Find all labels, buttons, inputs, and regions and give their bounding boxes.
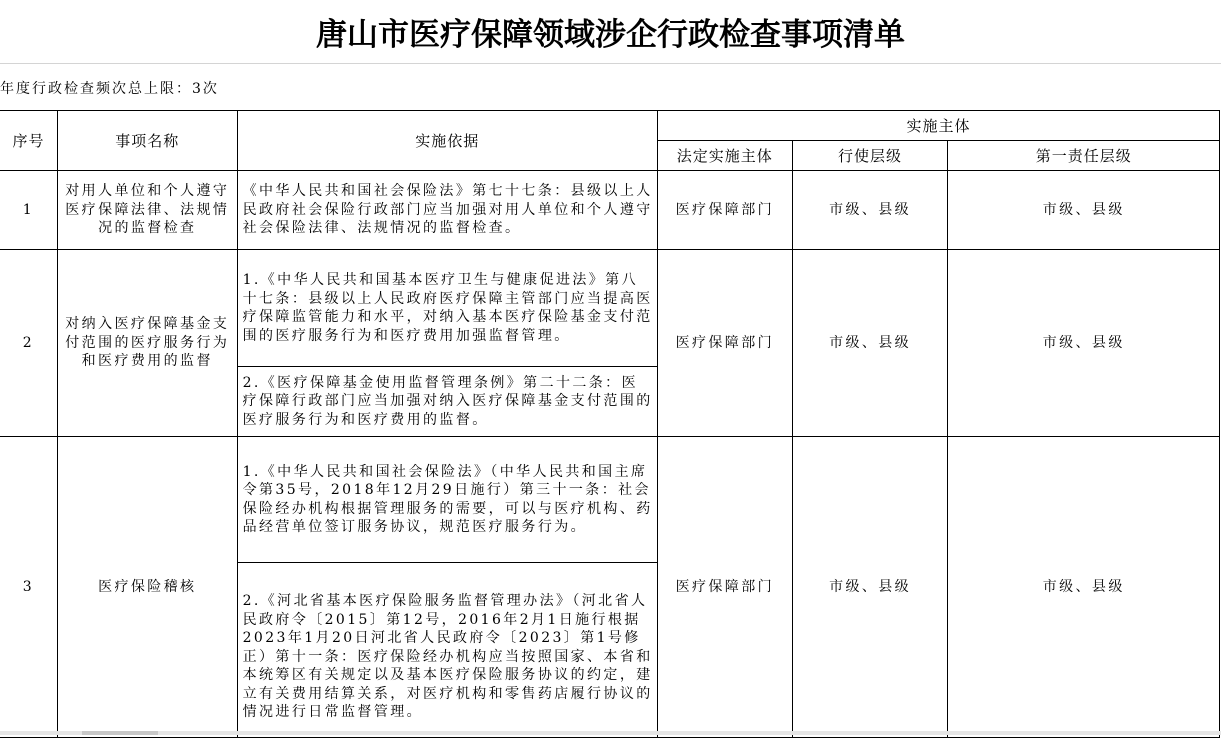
header-seq: 序号	[0, 111, 57, 171]
header-exercise-level: 行使层级	[792, 141, 948, 171]
header-first-responsible-level: 第一责任层级	[948, 141, 1220, 171]
table-row	[0, 250, 1220, 367]
header-basis: 实施依据	[237, 111, 657, 171]
annual-inspection-limit: 年度行政检查频次总上限：3次	[0, 81, 219, 97]
header-name: 事项名称	[57, 111, 237, 171]
cell-basis: 2.《河北省基本医疗保险服务监督管理办法》（河北省人民政府令〔2015〕第12号，2016年2月1日施行根据2023年1月20日河北省人民政府令〔2023〕第1号修正）第十一条：医疗保险经办机构应当按照国家、本省和本统筹区有关规定以及基本医疗保险服务协议的约定，建立有关费用结算关系，对医疗机构和零售药店履行协议的情况进行日常监督管理。	[237, 563, 657, 738]
cell-seq: 1	[0, 171, 57, 250]
cell-first-responsible-level: 市级、县级	[948, 171, 1220, 250]
scrollbar-thumb[interactable]	[82, 731, 158, 735]
cell-first-responsible-level: 市级、县级	[948, 437, 1220, 738]
cell-seq: 3	[0, 437, 57, 738]
header-row	[0, 111, 1220, 141]
cell-basis: 《中华人民共和国社会保险法》第七十七条：县级以上人民政府社会保险行政部门应当加强对用人单位和个人遵守社会保险法律、法规情况的监督检查。	[237, 171, 657, 250]
cell-name: 对纳入医疗保障基金支付范围的医疗服务行为和医疗费用的监督	[57, 250, 237, 437]
cell-exercise-level: 市级、县级	[792, 437, 948, 738]
cell-seq: 2	[0, 250, 57, 437]
header-legal-subject: 法定实施主体	[657, 141, 792, 171]
cell-basis: 2.《医疗保障基金使用监督管理条例》第二十二条：医疗保障行政部门应当加强对纳入医疗保障基金支付范围的医疗服务行为和医疗费用的监督。	[237, 367, 657, 437]
cell-name: 医疗保险稽核	[57, 437, 237, 738]
cell-exercise-level: 市级、县级	[792, 250, 948, 437]
cell-legal-subject: 医疗保障部门	[657, 437, 792, 738]
inspection-items-table	[0, 110, 1220, 738]
cell-name: 对用人单位和个人遵守医疗保障法律、法规情况的监督检查	[57, 171, 237, 250]
page-title: 唐山市医疗保障领域涉企行政检查事项清单	[0, 0, 1221, 64]
cell-basis: 1.《中华人民共和国基本医疗卫生与健康促进法》第八十七条：县级以上人民政府医疗保障主管部门应当提高医疗保障监管能力和水平，对纳入基本医疗保险基金支付范围的医疗服务行为和医疗费用加强监督管理。	[237, 250, 657, 367]
horizontal-scrollbar[interactable]	[0, 731, 1221, 735]
table-row	[0, 437, 1220, 563]
cell-legal-subject: 医疗保障部门	[657, 171, 792, 250]
cell-exercise-level: 市级、县级	[792, 171, 948, 250]
cell-basis: 1.《中华人民共和国社会保险法》（中华人民共和国主席令第35号，2018年12月29日施行）第三十一条：社会保险经办机构根据管理服务的需要，可以与医疗机构、药品经营单位签订服务协议，规范医疗服务行为。	[237, 437, 657, 563]
header-subject: 实施主体	[657, 111, 1219, 141]
cell-first-responsible-level: 市级、县级	[948, 250, 1220, 437]
cell-legal-subject: 医疗保障部门	[657, 250, 792, 437]
table-row	[0, 171, 1220, 250]
